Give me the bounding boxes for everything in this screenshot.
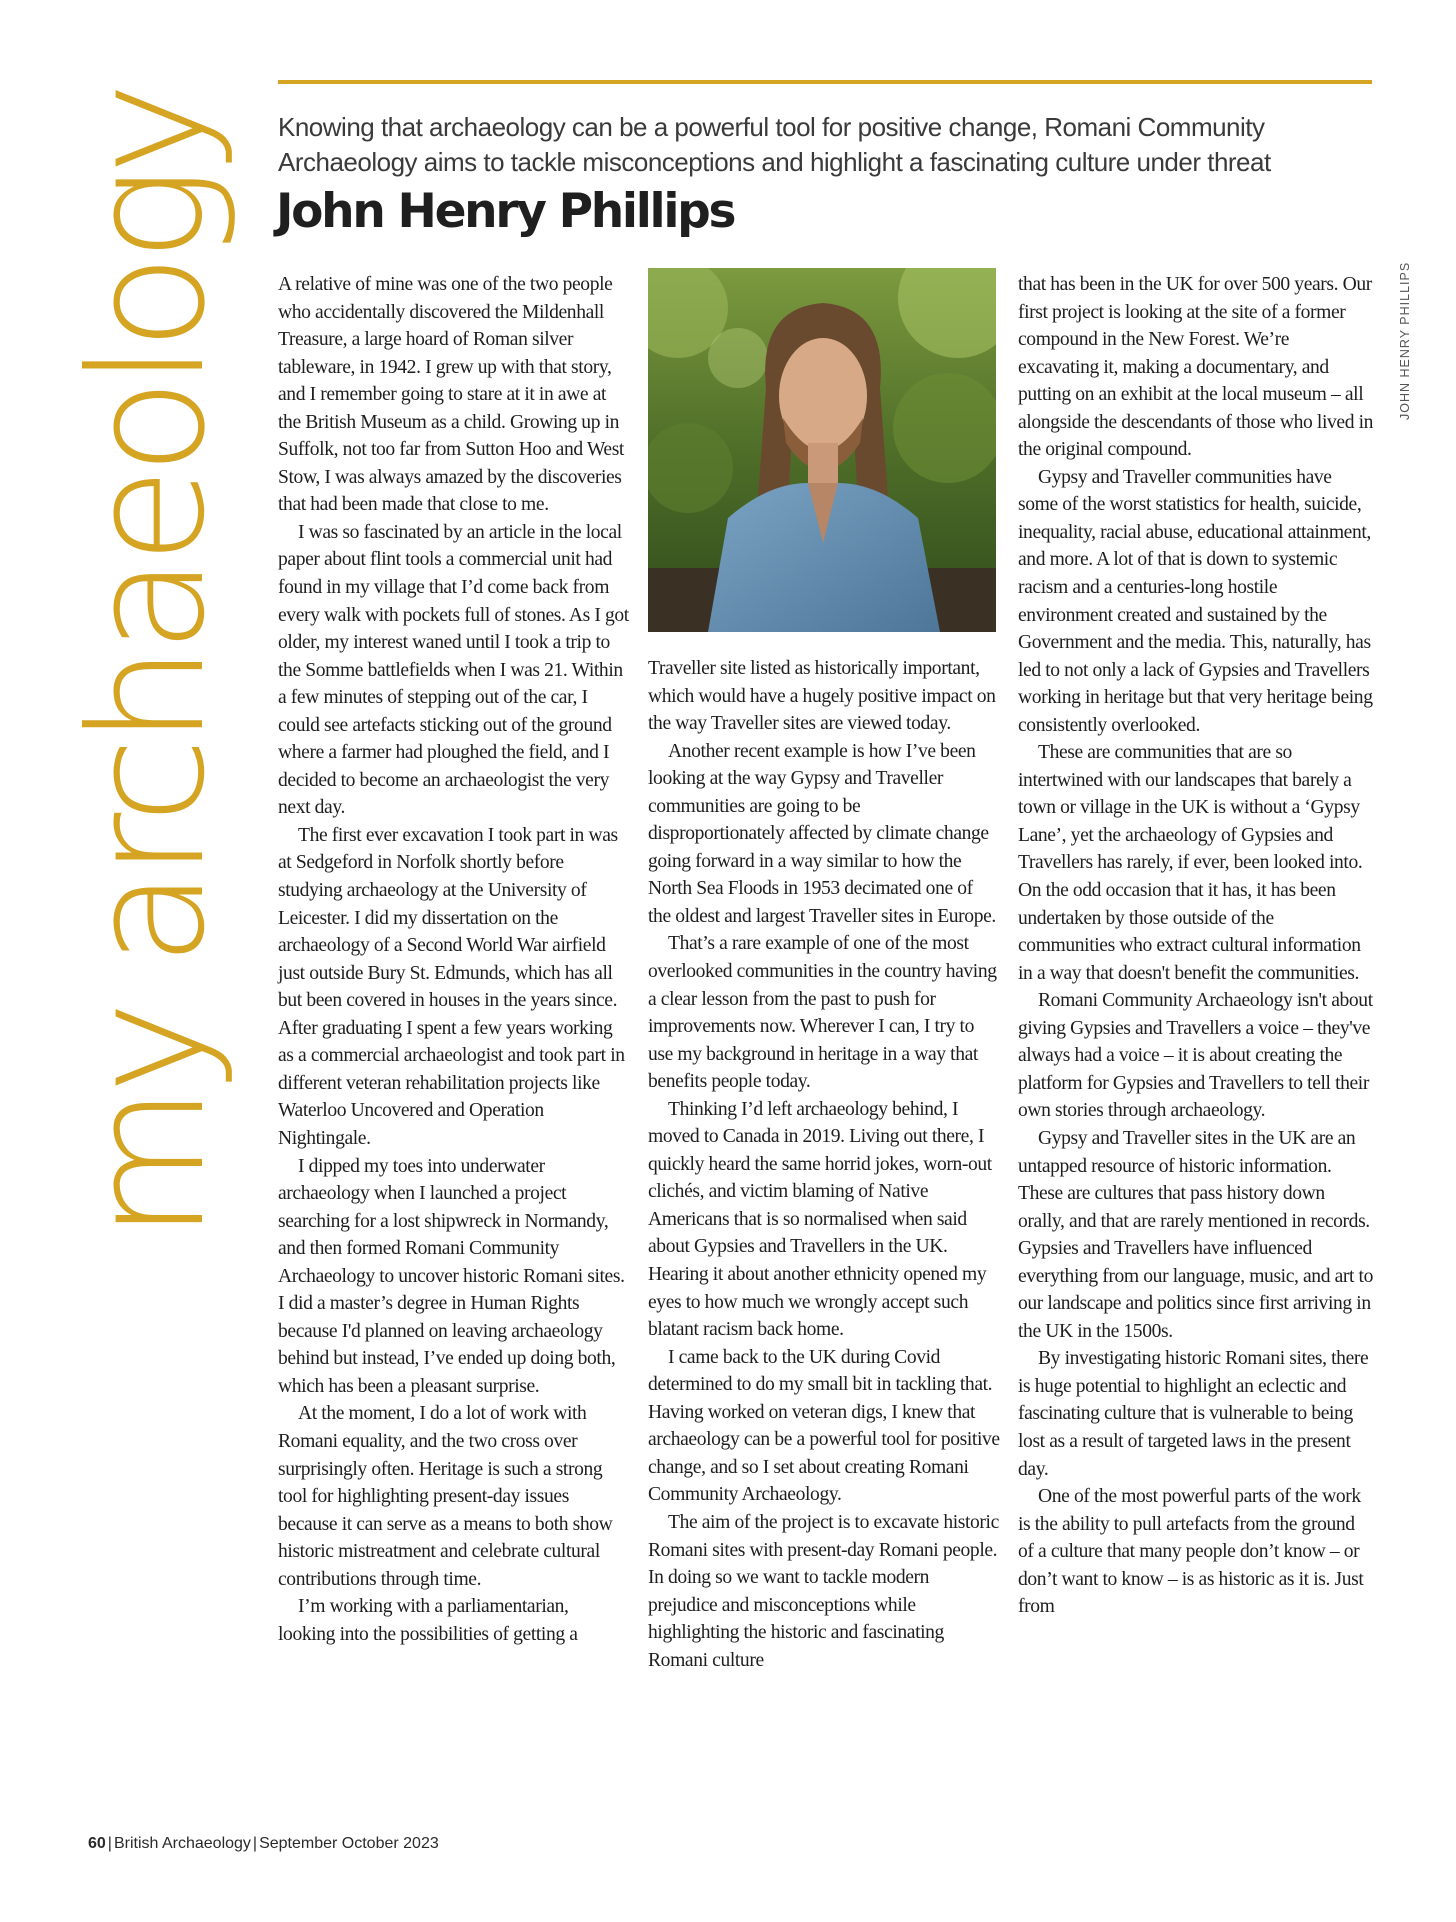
paragraph: That’s a rare example of one of the most overlooked communities in the country having a clear lesson from the past to push for improvements now. Wherever I can, I try to use my background in heritage in a way that benefits people today. — [648, 933, 997, 1093]
paragraph: I came back to the UK during Covid determined to do my small bit in tackling that. Having worked on veteran digs, I knew that archaeology can be a powerful tool for positive change, and so I set about creating Romani Community Archaeology. — [648, 1346, 1000, 1506]
paragraph: Gypsy and Traveller communities have some of the worst statistics for health, suicide, inequality, racial abuse, educational attainment, and more. A lot of that is down to systemic racism and a centuries-long hostile environment created and sustained by the Government and the media. This, naturally, has led to not only a lack of Gypsies and Travellers working in heritage but that very heritage being consistently overlooked. — [1018, 466, 1373, 736]
paragraph: Traveller site listed as historically important, which would have a hugely positive impact on the way Traveller sites are viewed today. — [648, 658, 996, 735]
paragraph: At the moment, I do a lot of work with Romani equality, and the two cross over surprisingly often. Heritage is such a strong tool for highlighting present-day issues because it can serve as a means to both show historic mistreatment and celebrate cultural contributions through time. — [278, 1403, 613, 1590]
portrait-photo-icon — [648, 268, 996, 632]
footer-separator: | — [252, 1835, 258, 1852]
standfirst-line-1: Knowing that archaeology can be a powerful tool for positive change, Romani Community — [278, 112, 1265, 142]
paragraph: A relative of mine was one of the two people who accidentally discovered the Mildenhall Treasure, a large hoard of Roman silver tableware, in 1942. I grew up with that story, and I remember going to stare at it in awe at the British Museum as a child. Growing up in Suffolk, not too far from Sutton Hoo and West Stow, I was always amazed by the discoveries that had been made that close to me. — [278, 274, 624, 516]
paragraph: The aim of the project is to excavate historic Romani sites with present-day Romani people. In doing so we want to tackle modern prejudice and misconceptions while highlighting the historic and fascinating Romani culture — [648, 1511, 999, 1671]
paragraph: I was so fascinated by an article in the local paper about flint tools a commercial unit had found in my village that I’d come back from every walk with pockets full of stones. As I got older, my interest waned until I took a trip to the Somme battlefields when I was 21. Within a few minutes of stepping out of the car, I could see artefacts sticking out of the ground where a farmer had ploughed the field, and I decided to become an archaeologist the very next day. — [278, 521, 629, 819]
text-column-3 — [1018, 271, 1374, 1621]
text-column-1 — [278, 271, 630, 1648]
paragraph: Another recent example is how I’ve been looking at the way Gypsy and Traveller communities are going to be disproportionately affected by climate change going forward in a way similar to how the North Sea Floods in 1953 decimated one of the oldest and largest Traveller sites in Europe. — [648, 740, 996, 927]
standfirst-line-2: Archaeology aims to tackle misconceptions and highlight a fascinating culture under threat — [278, 147, 1271, 177]
text-column-2 — [648, 655, 1000, 1674]
issue-date: September October 2023 — [259, 1835, 439, 1852]
photo-credit: JOHN HENRY PHILLIPS — [1398, 261, 1412, 420]
paragraph: These are communities that are so intertwined with our landscapes that barely a town or village in the UK is without a ‘Gypsy Lane’, yet the archaeology of Gypsies and Travellers has rarely, if ever, been looked into. On the odd occasion that it has, it has been undertaken by those outside of the communities who extract cultural information in a way that doesn't benefit the communities. — [1018, 742, 1363, 984]
footer-separator: | — [107, 1835, 112, 1852]
publication-name: British Archaeology — [113, 1835, 251, 1852]
paragraph: Romani Community Archaeology isn't about giving Gypsies and Travellers a voice – they've always had a voice – it is about creating the platform for Gypsies and Travellers to tell their own stories through archaeology. — [1018, 990, 1373, 1122]
paragraph: One of the most powerful parts of the work is the ability to pull artefacts from the ground of a culture that many people don’t know – or don’t want to know – is as historic as it is. Just from — [1018, 1486, 1364, 1618]
portrait-photo — [648, 268, 996, 632]
page-number: 60 — [88, 1835, 106, 1852]
paragraph: that has been in the UK for over 500 years. Our first project is looking at the site of a former compound in the New Forest. We’re excavating it, making a documentary, and putting on an exhibit at the local museum – all alongside the descendants of those who lived in the original compound. — [1018, 274, 1374, 461]
standfirst — [278, 110, 1388, 180]
page-footer — [88, 1835, 439, 1853]
author-headline: John Henry Phillips — [276, 184, 735, 239]
paragraph: The first ever excavation I took part in was at Sedgeford in Norfolk shortly before studying archaeology at the University of Leicester. I did my dissertation on the archaeology of a Second World War airfield just outside Bury St. Edmunds, which has all but been covered in houses in the years since. After graduating I spent a few years working as a commercial archaeologist and took part in different veteran rehabilitation projects like Waterloo Uncovered and Operation Nightingale. — [278, 824, 625, 1149]
paragraph: Thinking I’d left archaeology behind, I moved to Canada in 2019. Living out there, I quickly heard the same horrid jokes, worn-out clichés, and victim blaming of Native Americans that is so normalised when said about Gypsies and Travellers in the UK. Hearing it about another ethnicity opened my eyes to how much we wrongly accept such blatant racism back home. — [648, 1098, 992, 1341]
paragraph: I dipped my toes into underwater archaeology when I launched a project searching for a lost shipwreck in Normandy, and then formed Romani Community Archaeology to uncover historic Romani sites. I did a master’s degree in Human Rights because I'd planned on leaving archaeology behind but instead, I’ve ended up doing both, which has been a pleasant surprise. — [278, 1155, 625, 1397]
paragraph: I’m working with a parliamentarian, looking into the possibilities of getting a — [278, 1596, 578, 1645]
accent-rule — [278, 80, 1372, 84]
section-title: my archaeology — [56, 89, 240, 1240]
paragraph: By investigating historic Romani sites, there is huge potential to highlight an eclectic and fascinating culture that is vulnerable to being lost as a result of targeted laws in the present day. — [1018, 1348, 1369, 1480]
paragraph: Gypsy and Traveller sites in the UK are an untapped resource of historic information. These are cultures that pass history down orally, and that are rarely mentioned in records. Gypsies and Travellers have influenced everything from our language, music, and art to our landscape and politics since first arriving in the UK in the 1500s. — [1018, 1127, 1374, 1342]
